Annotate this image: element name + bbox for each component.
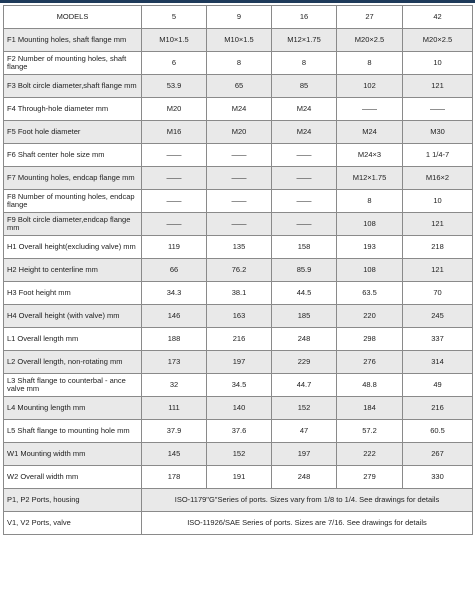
table-row [4,52,473,75]
table-cell: 193 [337,236,403,259]
table-cell: 220 [337,305,403,328]
table-cell: M30 [403,121,473,144]
table-row [4,305,473,328]
table-cell: M12×1.75 [272,29,337,52]
table-cell: —— [207,144,272,167]
table-row [4,190,473,213]
table-cell: 48.8 [337,374,403,397]
table-cell: 63.5 [337,282,403,305]
table-cell: 121 [403,75,473,98]
table-cell: 276 [337,351,403,374]
table-cell: 178 [142,466,207,489]
table-cell: —— [142,190,207,213]
table-cell: 10 [403,52,473,75]
table-cell: 76.2 [207,259,272,282]
table-row [4,466,473,489]
specifications-table [3,5,473,535]
table-cell: 218 [403,236,473,259]
table-cell: 37.6 [207,420,272,443]
table-row [4,328,473,351]
table-cell: M16 [142,121,207,144]
table-row-ports [4,489,473,512]
table-cell: M16×2 [403,167,473,190]
table-cell: 32 [142,374,207,397]
table-cell: 60.5 [403,420,473,443]
table-cell: —— [142,144,207,167]
table-cell: 188 [142,328,207,351]
specifications-body [4,29,473,535]
ports-description: ISO-1179"G"Series of ports. Sizes vary from 1/8 to 1/4. See drawings for details [142,489,473,512]
table-row [4,374,473,397]
row-label: H4 Overall height (with valve) mm [4,305,142,328]
table-row [4,236,473,259]
table-cell: 1 1/4-7 [403,144,473,167]
table-row [4,144,473,167]
table-cell: 248 [272,466,337,489]
header-model-27: 27 [337,6,403,29]
table-cell: 34.3 [142,282,207,305]
table-cell: M20×2.5 [403,29,473,52]
table-cell: 163 [207,305,272,328]
table-row [4,167,473,190]
table-cell: 135 [207,236,272,259]
table-row [4,443,473,466]
table-cell: 173 [142,351,207,374]
table-cell: 38.1 [207,282,272,305]
table-cell: 70 [403,282,473,305]
table-cell: 57.2 [337,420,403,443]
table-row [4,351,473,374]
table-cell: 337 [403,328,473,351]
table-cell: —— [272,144,337,167]
table-cell: 152 [207,443,272,466]
table-cell: 47 [272,420,337,443]
table-row-ports [4,512,473,535]
table-cell: 44.5 [272,282,337,305]
table-cell: M20×2.5 [337,29,403,52]
table-cell: 314 [403,351,473,374]
table-row [4,213,473,236]
table-cell: M20 [207,121,272,144]
table-cell: M10×1.5 [207,29,272,52]
row-label: L2 Overall length, non-rotating mm [4,351,142,374]
table-cell: 66 [142,259,207,282]
table-cell: 145 [142,443,207,466]
table-cell: M24 [272,121,337,144]
header-models: MODELS [4,6,142,29]
table-cell: 216 [207,328,272,351]
top-accent-bar [0,0,475,3]
header-model-42: 42 [403,6,473,29]
table-cell: 267 [403,443,473,466]
row-label: F5 Foot hole diameter [4,121,142,144]
row-label: F7 Mounting holes, endcap flange mm [4,167,142,190]
row-label: W1 Mounting width mm [4,443,142,466]
row-label: F9 Bolt circle diameter,endcap flange mm [4,213,142,236]
row-label: F8 Number of mounting holes, endcap flange [4,190,142,213]
table-cell: 216 [403,397,473,420]
table-cell: 53.9 [142,75,207,98]
table-cell: 8 [337,52,403,75]
row-label: F2 Number of mounting holes, shaft flange [4,52,142,75]
table-cell: 6 [142,52,207,75]
table-cell: —— [403,98,473,121]
table-cell: 229 [272,351,337,374]
table-cell: —— [337,98,403,121]
table-cell: M24 [207,98,272,121]
table-cell: 146 [142,305,207,328]
table-cell: 185 [272,305,337,328]
table-cell: 152 [272,397,337,420]
table-cell: 158 [272,236,337,259]
row-label: F6 Shaft center hole size mm [4,144,142,167]
row-label: H1 Overall height(excluding valve) mm [4,236,142,259]
header-model-9: 9 [207,6,272,29]
table-cell: 8 [337,190,403,213]
table-cell: 65 [207,75,272,98]
table-cell: 197 [272,443,337,466]
table-cell: 85 [272,75,337,98]
header-model-16: 16 [272,6,337,29]
table-cell: —— [142,213,207,236]
table-cell: —— [142,167,207,190]
row-label: H2 Height to centerline mm [4,259,142,282]
table-cell: 222 [337,443,403,466]
table-row [4,121,473,144]
table-cell: 85.9 [272,259,337,282]
row-label: P1, P2 Ports, housing [4,489,142,512]
table-cell: 49 [403,374,473,397]
table-row [4,98,473,121]
table-cell: 197 [207,351,272,374]
row-label: H3 Foot height mm [4,282,142,305]
table-cell: M24×3 [337,144,403,167]
table-cell: 108 [337,213,403,236]
row-label: L5 Shaft flange to mounting hole mm [4,420,142,443]
table-row [4,397,473,420]
table-row [4,282,473,305]
row-label: F3 Bolt circle diameter,shaft flange mm [4,75,142,98]
table-cell: —— [272,167,337,190]
ports-description: ISO-11926/SAE Series of ports. Sizes are 7/16. See drawings for details [142,512,473,535]
table-cell: 34.5 [207,374,272,397]
table-cell: 119 [142,236,207,259]
row-label: V1, V2 Ports, valve [4,512,142,535]
table-cell: 102 [337,75,403,98]
table-cell: 8 [272,52,337,75]
table-cell: M20 [142,98,207,121]
table-cell: —— [272,190,337,213]
table-cell: 111 [142,397,207,420]
table-row [4,75,473,98]
table-cell: 37.9 [142,420,207,443]
table-cell: 184 [337,397,403,420]
table-cell: 121 [403,213,473,236]
table-cell: 298 [337,328,403,351]
table-cell: 8 [207,52,272,75]
table-row [4,259,473,282]
table-cell: 10 [403,190,473,213]
table-cell: 248 [272,328,337,351]
header-row [4,6,473,29]
table-cell: 44.7 [272,374,337,397]
table-cell: 121 [403,259,473,282]
table-cell: 245 [403,305,473,328]
table-row [4,29,473,52]
table-cell: M24 [337,121,403,144]
table-row [4,420,473,443]
header-model-5: 5 [142,6,207,29]
table-cell: 330 [403,466,473,489]
row-label: L4 Mounting length mm [4,397,142,420]
table-cell: —— [207,167,272,190]
table-cell: 108 [337,259,403,282]
table-cell: M10×1.5 [142,29,207,52]
table-cell: M12×1.75 [337,167,403,190]
table-cell: M24 [272,98,337,121]
row-label: L3 Shaft flange to counterbal - ance valve mm [4,374,142,397]
table-cell: —— [207,213,272,236]
table-cell: 140 [207,397,272,420]
row-label: F1 Mounting holes, shaft flange mm [4,29,142,52]
table-cell: —— [272,213,337,236]
row-label: L1 Overall length mm [4,328,142,351]
table-cell: 191 [207,466,272,489]
table-cell: 279 [337,466,403,489]
row-label: W2 Overall width mm [4,466,142,489]
table-cell: —— [207,190,272,213]
row-label: F4 Through-hole diameter mm [4,98,142,121]
